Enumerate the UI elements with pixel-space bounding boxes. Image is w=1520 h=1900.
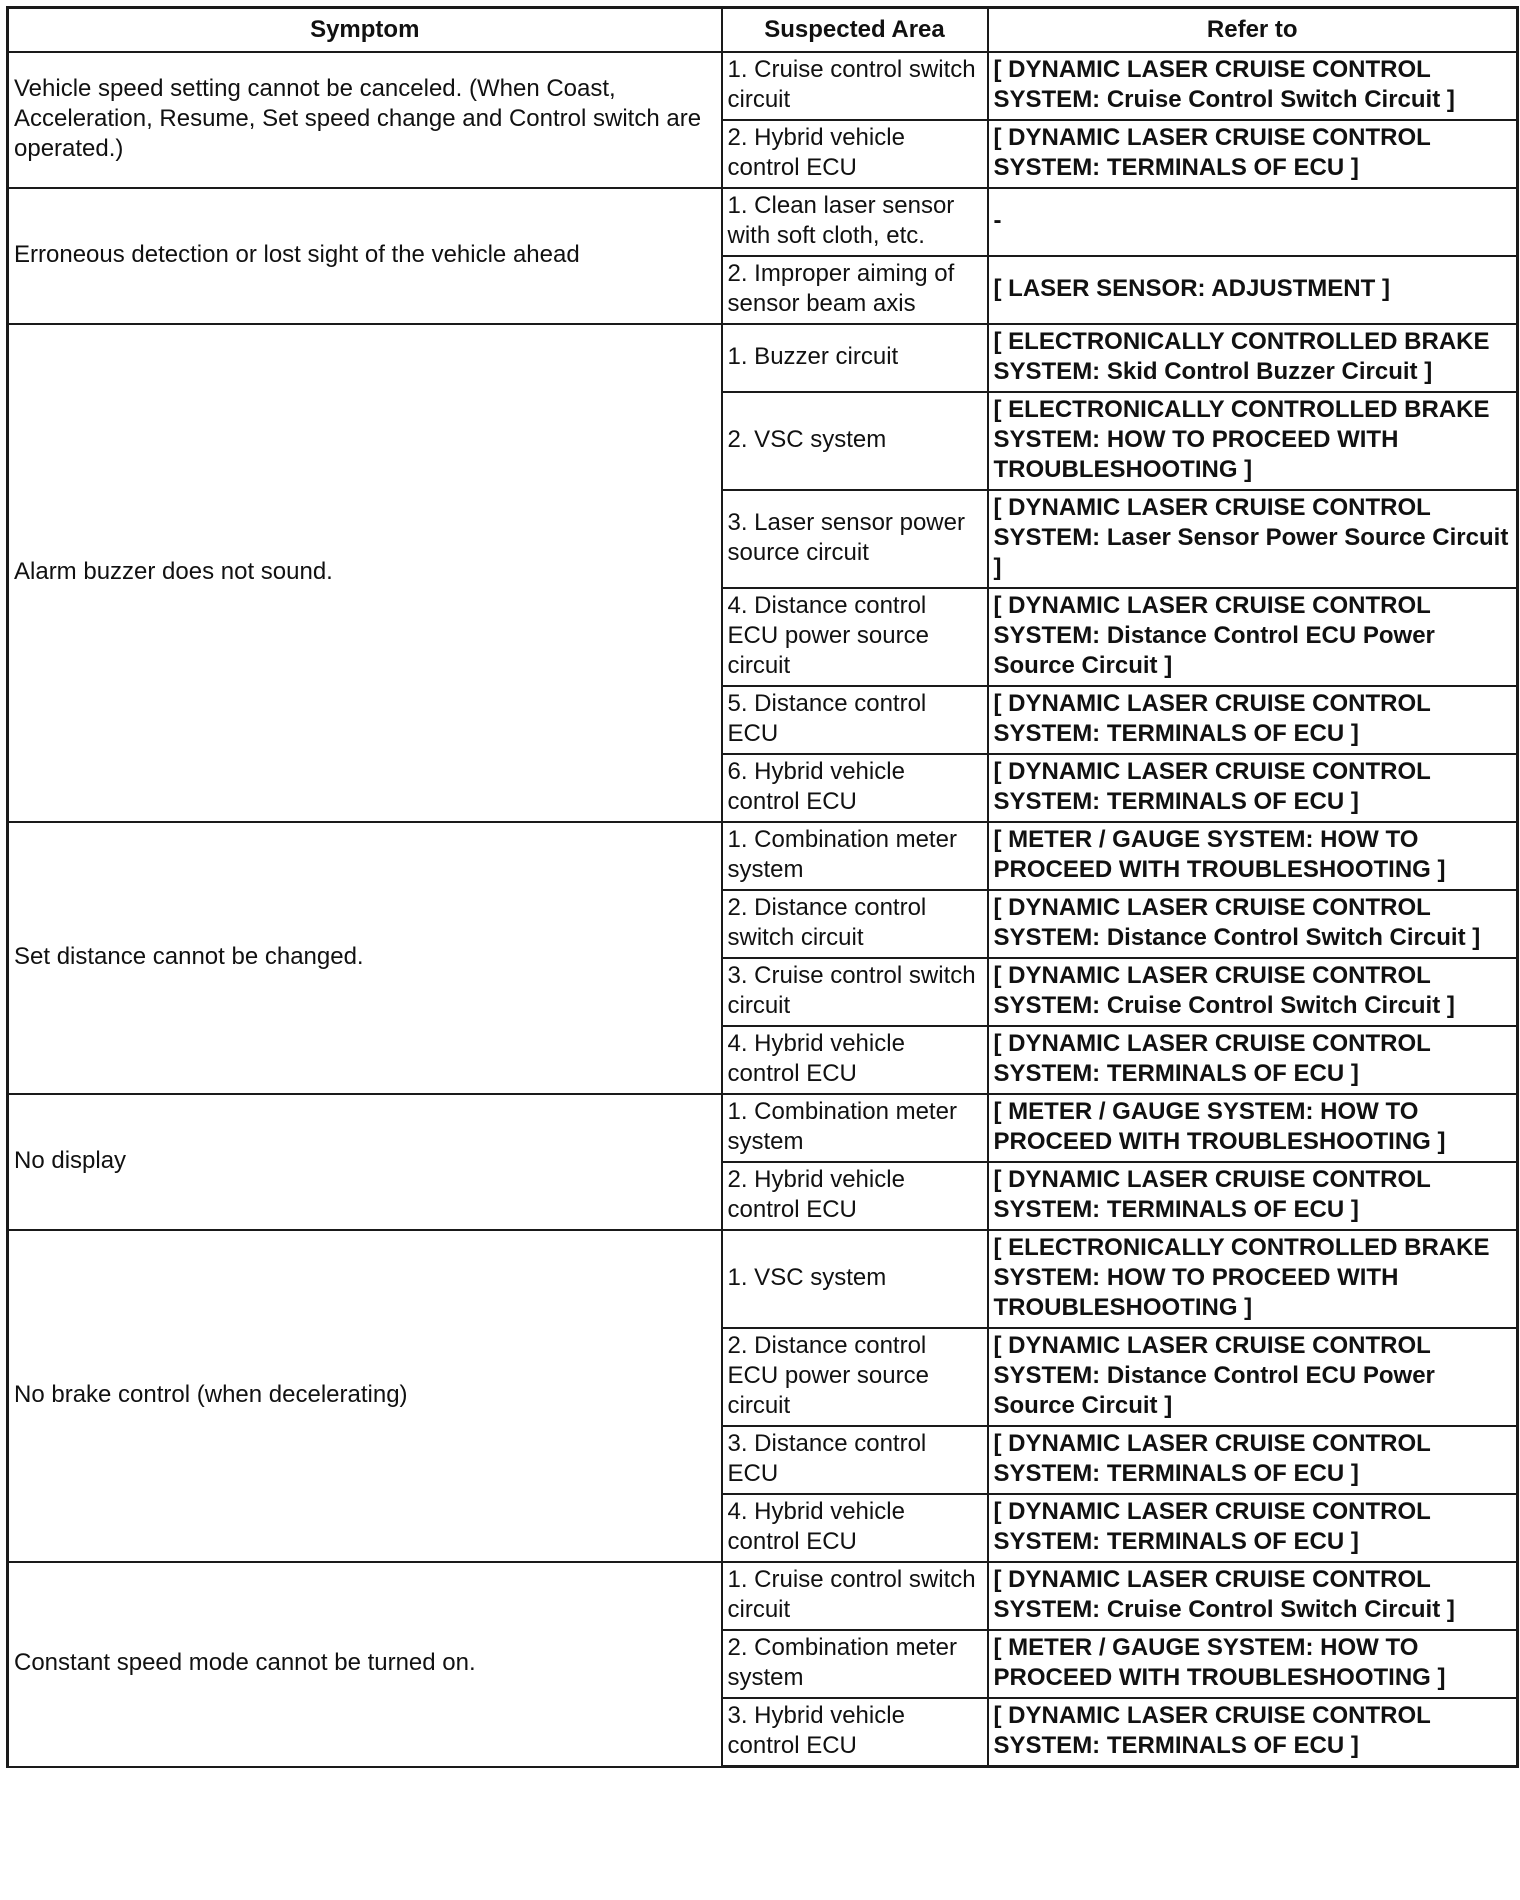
- table-row: [8, 1094, 1518, 1162]
- refer-to-cell: [ DYNAMIC LASER CRUISE CONTROL SYSTEM: TERMINALS OF ECU ]: [988, 1162, 1518, 1230]
- symptom-cell: Vehicle speed setting cannot be canceled. (When Coast, Acceleration, Resume, Set speed change and Control switch are operated.): [8, 52, 722, 188]
- suspected-area-cell: 1. Combination meter system: [722, 822, 988, 890]
- suspected-area-cell: 1. Cruise control switch circuit: [722, 52, 988, 120]
- header-suspected-area: Suspected Area: [722, 8, 988, 53]
- refer-to-cell: [ DYNAMIC LASER CRUISE CONTROL SYSTEM: TERMINALS OF ECU ]: [988, 1494, 1518, 1562]
- refer-to-cell: [ ELECTRONICALLY CONTROLLED BRAKE SYSTEM: HOW TO PROCEED WITH TROUBLESHOOTING ]: [988, 1230, 1518, 1328]
- refer-to-cell: [ ELECTRONICALLY CONTROLLED BRAKE SYSTEM: Skid Control Buzzer Circuit ]: [988, 324, 1518, 392]
- symptom-cell: No brake control (when decelerating): [8, 1230, 722, 1562]
- table-row: [8, 52, 1518, 120]
- suspected-area-cell: 3. Laser sensor power source circuit: [722, 490, 988, 588]
- refer-to-cell: [ DYNAMIC LASER CRUISE CONTROL SYSTEM: Laser Sensor Power Source Circuit ]: [988, 490, 1518, 588]
- suspected-area-cell: 3. Hybrid vehicle control ECU: [722, 1698, 988, 1767]
- suspected-area-cell: 2. Improper aiming of sensor beam axis: [722, 256, 988, 324]
- diagnosis-table: [6, 6, 1519, 1768]
- suspected-area-cell: 3. Distance control ECU: [722, 1426, 988, 1494]
- refer-to-cell: [ DYNAMIC LASER CRUISE CONTROL SYSTEM: TERMINALS OF ECU ]: [988, 1026, 1518, 1094]
- symptom-cell: Constant speed mode cannot be turned on.: [8, 1562, 722, 1767]
- refer-to-cell: [ DYNAMIC LASER CRUISE CONTROL SYSTEM: Distance Control ECU Power Source Circuit ]: [988, 1328, 1518, 1426]
- header-refer-to: Refer to: [988, 8, 1518, 53]
- refer-to-cell: [ DYNAMIC LASER CRUISE CONTROL SYSTEM: TERMINALS OF ECU ]: [988, 686, 1518, 754]
- table-body: [8, 52, 1518, 1767]
- suspected-area-cell: 5. Distance control ECU: [722, 686, 988, 754]
- suspected-area-cell: 6. Hybrid vehicle control ECU: [722, 754, 988, 822]
- suspected-area-cell: 2. Distance control switch circuit: [722, 890, 988, 958]
- table-row: [8, 324, 1518, 392]
- table-row: [8, 822, 1518, 890]
- refer-to-cell: [ DYNAMIC LASER CRUISE CONTROL SYSTEM: Distance Control ECU Power Source Circuit ]: [988, 588, 1518, 686]
- suspected-area-cell: 4. Distance control ECU power source circuit: [722, 588, 988, 686]
- refer-to-cell: [ DYNAMIC LASER CRUISE CONTROL SYSTEM: TERMINALS OF ECU ]: [988, 120, 1518, 188]
- symptom-cell: No display: [8, 1094, 722, 1230]
- refer-to-cell: [ LASER SENSOR: ADJUSTMENT ]: [988, 256, 1518, 324]
- header-row: [8, 8, 1518, 53]
- suspected-area-cell: 2. Hybrid vehicle control ECU: [722, 1162, 988, 1230]
- refer-to-cell: [ DYNAMIC LASER CRUISE CONTROL SYSTEM: Cruise Control Switch Circuit ]: [988, 1562, 1518, 1630]
- suspected-area-cell: 1. Combination meter system: [722, 1094, 988, 1162]
- refer-to-cell: [ DYNAMIC LASER CRUISE CONTROL SYSTEM: Cruise Control Switch Circuit ]: [988, 52, 1518, 120]
- header-symptom: Symptom: [8, 8, 722, 53]
- refer-to-cell: [ DYNAMIC LASER CRUISE CONTROL SYSTEM: Distance Control Switch Circuit ]: [988, 890, 1518, 958]
- suspected-area-cell: 4. Hybrid vehicle control ECU: [722, 1494, 988, 1562]
- suspected-area-cell: 2. VSC system: [722, 392, 988, 490]
- refer-to-cell: [ DYNAMIC LASER CRUISE CONTROL SYSTEM: TERMINALS OF ECU ]: [988, 1698, 1518, 1767]
- suspected-area-cell: 1. Cruise control switch circuit: [722, 1562, 988, 1630]
- refer-to-cell: [ DYNAMIC LASER CRUISE CONTROL SYSTEM: TERMINALS OF ECU ]: [988, 754, 1518, 822]
- refer-to-cell: [ ELECTRONICALLY CONTROLLED BRAKE SYSTEM: HOW TO PROCEED WITH TROUBLESHOOTING ]: [988, 392, 1518, 490]
- table-row: [8, 188, 1518, 256]
- symptom-cell: Set distance cannot be changed.: [8, 822, 722, 1094]
- suspected-area-cell: 1. Clean laser sensor with soft cloth, etc.: [722, 188, 988, 256]
- symptom-cell: Alarm buzzer does not sound.: [8, 324, 722, 822]
- refer-to-cell: [ DYNAMIC LASER CRUISE CONTROL SYSTEM: TERMINALS OF ECU ]: [988, 1426, 1518, 1494]
- suspected-area-cell: 2. Distance control ECU power source circuit: [722, 1328, 988, 1426]
- suspected-area-cell: 1. Buzzer circuit: [722, 324, 988, 392]
- suspected-area-cell: 2. Combination meter system: [722, 1630, 988, 1698]
- refer-to-cell: [ METER / GAUGE SYSTEM: HOW TO PROCEED WITH TROUBLESHOOTING ]: [988, 1094, 1518, 1162]
- table-row: [8, 1562, 1518, 1630]
- symptom-cell: Erroneous detection or lost sight of the vehicle ahead: [8, 188, 722, 324]
- refer-to-cell: [ DYNAMIC LASER CRUISE CONTROL SYSTEM: Cruise Control Switch Circuit ]: [988, 958, 1518, 1026]
- refer-to-cell: -: [988, 188, 1518, 256]
- suspected-area-cell: 2. Hybrid vehicle control ECU: [722, 120, 988, 188]
- table-row: [8, 1230, 1518, 1328]
- refer-to-cell: [ METER / GAUGE SYSTEM: HOW TO PROCEED WITH TROUBLESHOOTING ]: [988, 822, 1518, 890]
- suspected-area-cell: 3. Cruise control switch circuit: [722, 958, 988, 1026]
- refer-to-cell: [ METER / GAUGE SYSTEM: HOW TO PROCEED WITH TROUBLESHOOTING ]: [988, 1630, 1518, 1698]
- suspected-area-cell: 1. VSC system: [722, 1230, 988, 1328]
- suspected-area-cell: 4. Hybrid vehicle control ECU: [722, 1026, 988, 1094]
